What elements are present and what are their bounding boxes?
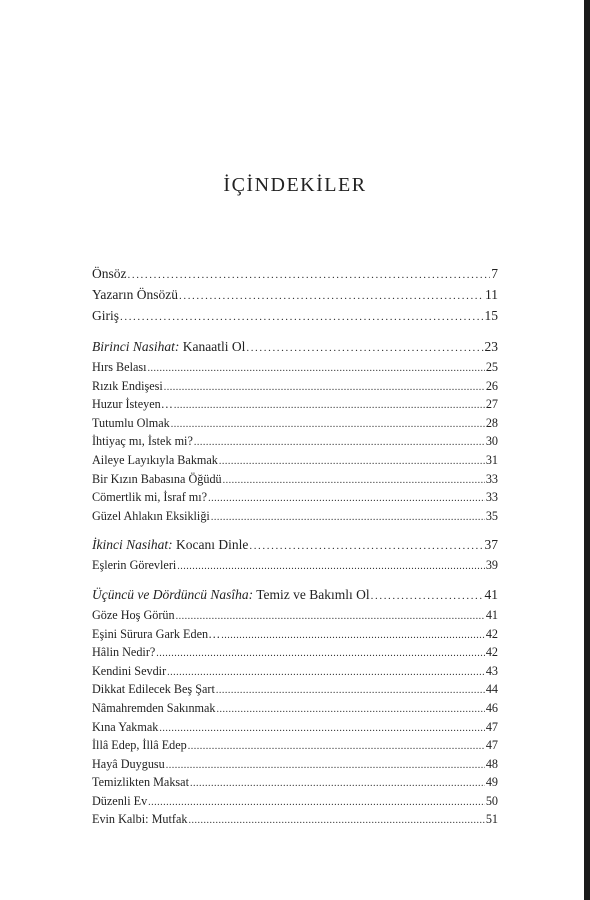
toc-entry[interactable] [92, 587, 498, 608]
dot-leader [148, 363, 485, 374]
table-of-contents [92, 266, 498, 831]
section-gap [92, 577, 498, 587]
dot-leader [249, 540, 483, 552]
toc-entry[interactable] [92, 339, 498, 360]
toc-entry-title: Kına Yakmak [92, 719, 159, 734]
dot-leader [211, 512, 485, 523]
toc-entry-title: Temizlikten Maksat [92, 775, 189, 790]
toc-entry-title: Giriş [92, 308, 119, 323]
toc-entry-title: İhtiyaç mı, İstek mi? [92, 434, 193, 449]
page-edge [584, 0, 590, 900]
toc-entry-title: Bir Kızın Babasına Öğüdü [92, 471, 222, 486]
toc-entry[interactable] [92, 720, 498, 739]
toc-page-number: 31 [485, 452, 498, 467]
toc-entry[interactable] [92, 416, 498, 435]
toc-entry[interactable] [92, 379, 498, 398]
toc-entry-title: Dikkat Edilecek Beş Şart [92, 682, 215, 697]
toc-page-number: 15 [484, 308, 498, 323]
dot-leader [208, 493, 485, 504]
toc-entry[interactable] [92, 794, 498, 813]
toc-entry-title: İllâ Edep, İllâ Edep [92, 738, 187, 753]
dot-leader [167, 667, 485, 678]
toc-page-number: 46 [485, 700, 498, 715]
toc-entry[interactable] [92, 472, 498, 491]
toc-entry-title: Tutumlu Olmak [92, 415, 170, 430]
toc-entry-title: Evin Kalbi: Mutfak [92, 812, 188, 827]
toc-entry[interactable] [92, 360, 498, 379]
toc-entry-title: Düzenli Ev [92, 793, 148, 808]
toc-entry[interactable] [92, 558, 498, 577]
toc-page-number: 42 [485, 645, 498, 660]
toc-entry[interactable] [92, 812, 498, 831]
dot-leader [177, 561, 485, 572]
toc-entry-title: Kendini Sevdir [92, 663, 167, 678]
dot-leader [128, 269, 491, 281]
toc-page-number: 47 [485, 738, 498, 753]
dot-leader [217, 704, 485, 715]
toc-entry[interactable] [92, 287, 498, 308]
dot-leader [159, 723, 484, 734]
toc-page-number: 35 [485, 508, 498, 523]
toc-page-number: 25 [485, 360, 498, 374]
toc-page-number: 30 [485, 434, 498, 449]
toc-entry-title: Hırs Belası [92, 360, 147, 374]
toc-entry-title: Eşlerin Görevleri [92, 558, 177, 573]
toc-entry-title: İkinci Nasihat: Kocanı Dinle [92, 537, 249, 553]
dot-leader [194, 437, 485, 448]
dot-leader [371, 590, 484, 602]
toc-entry[interactable] [92, 627, 498, 646]
dot-leader [156, 648, 485, 659]
toc-entry[interactable] [92, 308, 498, 329]
toc-entry-prefix: Üçüncü ve Dördüncü Nasîha: [92, 586, 254, 602]
toc-entry-title: Eşini Sürura Gark Eden… [92, 626, 221, 641]
toc-entry-title: Önsöz [92, 266, 127, 281]
dot-leader [190, 778, 485, 789]
toc-entry-title: Aileye Layıkıyla Bakmak [92, 452, 218, 467]
section-gap [92, 329, 498, 339]
toc-entry[interactable] [92, 608, 498, 627]
toc-page-number: 41 [485, 607, 498, 622]
dot-leader [176, 611, 485, 622]
toc-page-number: 26 [485, 378, 498, 393]
toc-entry-title: Yazarın Önsözü [92, 287, 178, 302]
toc-entry-title: Huzur İsteyen… [92, 397, 173, 412]
toc-page-number: 33 [485, 490, 498, 505]
dot-leader [216, 685, 485, 696]
toc-entry-title: Hayâ Duygusu [92, 756, 165, 771]
toc-entry-title: Birinci Nasihat: Kanaatli Ol [92, 339, 246, 354]
toc-entry[interactable] [92, 397, 498, 416]
toc-entry-title: Nâmahremden Sakınmak [92, 700, 216, 715]
dot-leader [219, 456, 485, 467]
toc-entry-title: Cömertlik mi, İsraf mı? [92, 490, 208, 505]
dot-leader [120, 311, 484, 323]
dot-leader [179, 290, 484, 302]
dot-leader [174, 400, 485, 411]
toc-page-number: 48 [485, 756, 498, 771]
toc-entry-title: Güzel Ahlakın Eksikliği [92, 508, 210, 523]
toc-entry[interactable] [92, 682, 498, 701]
toc-page-number: 43 [485, 663, 498, 678]
toc-page-number: 49 [485, 775, 498, 790]
toc-page-number: 7 [491, 266, 498, 281]
toc-page-number: 11 [485, 287, 498, 302]
dot-leader [148, 797, 485, 808]
dot-leader [164, 382, 485, 393]
toc-entry[interactable] [92, 509, 498, 528]
toc-page-number: 23 [484, 339, 498, 354]
toc-entry[interactable] [92, 537, 498, 558]
toc-entry-title: Hâlin Nedir? [92, 645, 156, 660]
page-title: İÇİNDEKİLER [223, 174, 367, 196]
toc-page-number: 27 [485, 397, 498, 412]
toc-entry[interactable] [92, 701, 498, 720]
dot-leader [166, 760, 485, 771]
toc-entry[interactable] [92, 775, 498, 794]
toc-entry[interactable] [92, 453, 498, 472]
section-gap [92, 527, 498, 537]
toc-page-number: 39 [485, 558, 498, 573]
dot-leader [223, 475, 485, 486]
toc-page-number: 51 [485, 812, 498, 827]
toc-entry[interactable] [92, 490, 498, 509]
toc-entry-title: Göze Hoş Görün [92, 607, 175, 622]
toc-entry[interactable] [92, 645, 498, 664]
toc-page-number: 47 [485, 719, 498, 734]
dot-leader [188, 815, 484, 826]
toc-page-number: 42 [485, 626, 498, 641]
toc-entry-prefix: Birinci Nasihat: [92, 339, 180, 354]
toc-entry-title: Rızık Endişesi [92, 378, 163, 393]
toc-entry[interactable] [92, 266, 498, 287]
toc-page-number: 28 [485, 415, 498, 430]
toc-entry[interactable] [92, 738, 498, 757]
toc-page-number: 37 [484, 537, 498, 553]
dot-leader [221, 630, 485, 641]
dot-leader [188, 741, 485, 752]
toc-entry-title: Üçüncü ve Dördüncü Nasîha: Temiz ve Bakımlı Ol [92, 586, 370, 602]
dot-leader [246, 342, 483, 354]
toc-entry-prefix: İkinci Nasihat: [92, 537, 173, 553]
toc-page-number: 33 [485, 471, 498, 486]
toc-entry[interactable] [92, 434, 498, 453]
toc-entry[interactable] [92, 664, 498, 683]
toc-page-number: 44 [485, 682, 498, 697]
toc-page-number: 50 [485, 793, 498, 808]
toc-page-number: 41 [484, 586, 498, 602]
dot-leader [171, 419, 485, 430]
toc-entry[interactable] [92, 757, 498, 776]
